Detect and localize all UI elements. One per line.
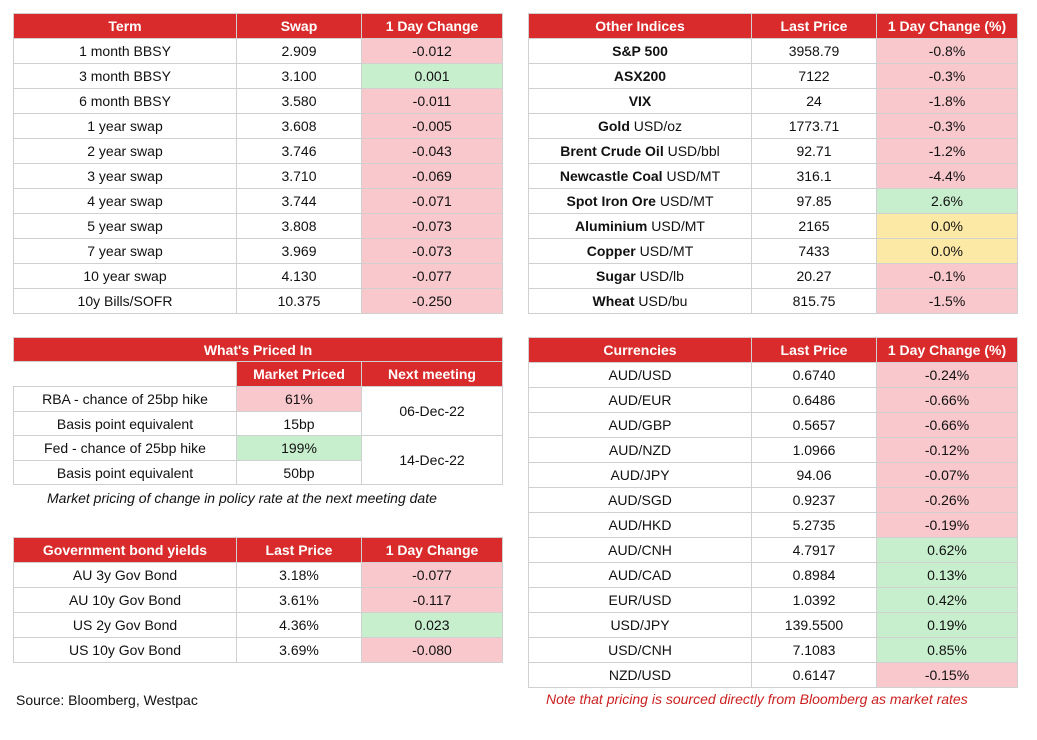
index-name-cell bbox=[529, 139, 752, 164]
swap-rate-cell: 3.744 bbox=[237, 189, 362, 214]
term-cell: 5 year swap bbox=[14, 214, 237, 239]
bp-value: 15bp bbox=[237, 412, 362, 436]
change-cell: -4.4% bbox=[877, 164, 1018, 189]
source-note: Source: Bloomberg, Westpac bbox=[16, 692, 198, 708]
change-cell: -0.07% bbox=[877, 463, 1018, 488]
term-cell: 3 year swap bbox=[14, 164, 237, 189]
last-price-cell: 3958.79 bbox=[752, 39, 877, 64]
whats-priced-in-table bbox=[13, 337, 503, 485]
change-cell: -0.24% bbox=[877, 363, 1018, 388]
last-price-cell: 2165 bbox=[752, 214, 877, 239]
table-row bbox=[529, 388, 1018, 413]
change-cell: 0.62% bbox=[877, 538, 1018, 563]
change-cell: -0.073 bbox=[362, 239, 503, 264]
swap-rate-cell: 3.608 bbox=[237, 114, 362, 139]
index-unit: USD/bu bbox=[634, 293, 688, 309]
term-cell: 3 month BBSY bbox=[14, 64, 237, 89]
currency-pair-cell: USD/CNH bbox=[529, 638, 752, 663]
currency-pair-cell: AUD/EUR bbox=[529, 388, 752, 413]
currency-pair-cell: AUD/USD bbox=[529, 363, 752, 388]
priced-in-value: 199% bbox=[237, 436, 362, 461]
change-cell: 2.6% bbox=[877, 189, 1018, 214]
index-name: Brent Crude Oil bbox=[560, 143, 664, 159]
column-header-last-price: Last Price bbox=[752, 338, 877, 363]
last-price-cell: 5.2735 bbox=[752, 513, 877, 538]
change-cell: -0.19% bbox=[877, 513, 1018, 538]
last-price-cell: 1.0966 bbox=[752, 438, 877, 463]
index-unit: USD/lb bbox=[635, 268, 684, 284]
column-header-change-pct: 1 Day Change (%) bbox=[877, 14, 1018, 39]
index-name: VIX bbox=[628, 93, 652, 109]
change-cell: -0.117 bbox=[362, 588, 503, 613]
swap-rate-cell: 3.100 bbox=[237, 64, 362, 89]
change-cell: -0.66% bbox=[877, 388, 1018, 413]
currency-pair-cell: NZD/USD bbox=[529, 663, 752, 688]
table-row bbox=[14, 139, 503, 164]
table-row bbox=[14, 164, 503, 189]
index-name: Sugar bbox=[596, 268, 636, 284]
table-row bbox=[14, 114, 503, 139]
other-indices-table bbox=[528, 13, 1018, 314]
index-name-cell bbox=[529, 289, 752, 314]
swap-rate-cell: 3.710 bbox=[237, 164, 362, 189]
index-unit: USD/bbl bbox=[663, 143, 720, 159]
change-cell: -1.2% bbox=[877, 139, 1018, 164]
column-header-currency: Currencies bbox=[529, 338, 752, 363]
change-cell: -0.3% bbox=[877, 114, 1018, 139]
index-name: Newcastle Coal bbox=[559, 168, 663, 184]
swap-rate-cell: 3.580 bbox=[237, 89, 362, 114]
index-unit: USD/MT bbox=[635, 243, 694, 259]
last-price-cell: 815.75 bbox=[752, 289, 877, 314]
change-cell: -0.3% bbox=[877, 64, 1018, 89]
table-row bbox=[14, 613, 503, 638]
government-bond-yields-table bbox=[13, 537, 503, 663]
change-cell: -0.26% bbox=[877, 488, 1018, 513]
index-name: Aluminium bbox=[575, 218, 648, 234]
swap-rate-cell: 3.969 bbox=[237, 239, 362, 264]
table-row bbox=[14, 64, 503, 89]
index-name-cell bbox=[529, 39, 752, 64]
table-row bbox=[14, 189, 503, 214]
table-row bbox=[529, 264, 1018, 289]
table-row bbox=[14, 638, 503, 663]
term-cell: 10 year swap bbox=[14, 264, 237, 289]
change-cell: -0.8% bbox=[877, 39, 1018, 64]
change-cell: -1.8% bbox=[877, 89, 1018, 114]
table-row bbox=[14, 588, 503, 613]
term-cell: 1 year swap bbox=[14, 114, 237, 139]
bond-name-cell: US 2y Gov Bond bbox=[14, 613, 237, 638]
term-cell: 4 year swap bbox=[14, 189, 237, 214]
term-cell: 2 year swap bbox=[14, 139, 237, 164]
priced-in-value: 61% bbox=[237, 387, 362, 412]
swap-rate-cell: 3.746 bbox=[237, 139, 362, 164]
change-cell: 0.0% bbox=[877, 214, 1018, 239]
table-row bbox=[529, 239, 1018, 264]
currency-pair-cell: AUD/GBP bbox=[529, 413, 752, 438]
column-header-market-priced: Market Priced bbox=[237, 362, 362, 387]
last-price-cell: 0.9237 bbox=[752, 488, 877, 513]
table-row bbox=[14, 563, 503, 588]
table-row bbox=[529, 89, 1018, 114]
change-cell: 0.13% bbox=[877, 563, 1018, 588]
last-price-cell: 3.69% bbox=[237, 638, 362, 663]
table-row bbox=[529, 214, 1018, 239]
index-name-cell bbox=[529, 264, 752, 289]
change-cell: -0.15% bbox=[877, 663, 1018, 688]
index-name-cell bbox=[529, 214, 752, 239]
table-row bbox=[529, 538, 1018, 563]
change-cell: 0.42% bbox=[877, 588, 1018, 613]
index-name: Gold bbox=[597, 118, 630, 134]
bp-label: Basis point equivalent bbox=[14, 412, 237, 436]
last-price-cell: 0.8984 bbox=[752, 563, 877, 588]
last-price-cell: 94.06 bbox=[752, 463, 877, 488]
last-price-cell: 4.36% bbox=[237, 613, 362, 638]
currency-pair-cell: AUD/NZD bbox=[529, 438, 752, 463]
table-row bbox=[14, 239, 503, 264]
index-unit: USD/MT bbox=[647, 218, 705, 234]
blank-header-cell bbox=[14, 362, 237, 387]
table-row bbox=[529, 463, 1018, 488]
change-cell: -0.250 bbox=[362, 289, 503, 314]
bond-name-cell: AU 10y Gov Bond bbox=[14, 588, 237, 613]
table-row bbox=[529, 413, 1018, 438]
last-price-cell: 316.1 bbox=[752, 164, 877, 189]
index-name-cell bbox=[529, 114, 752, 139]
column-header-swap: Swap bbox=[237, 14, 362, 39]
swap-rate-cell: 4.130 bbox=[237, 264, 362, 289]
change-cell: 0.001 bbox=[362, 64, 503, 89]
change-cell: 0.19% bbox=[877, 613, 1018, 638]
table-row bbox=[529, 289, 1018, 314]
table-row bbox=[529, 139, 1018, 164]
column-header-change: 1 Day Change bbox=[362, 538, 503, 563]
table-row bbox=[529, 114, 1018, 139]
last-price-cell: 7122 bbox=[752, 64, 877, 89]
table-row bbox=[529, 363, 1018, 388]
index-name-cell bbox=[529, 64, 752, 89]
last-price-cell: 20.27 bbox=[752, 264, 877, 289]
last-price-cell: 97.85 bbox=[752, 189, 877, 214]
last-price-cell: 0.6486 bbox=[752, 388, 877, 413]
column-header-change-pct: 1 Day Change (%) bbox=[877, 338, 1018, 363]
priced-in-label: RBA - chance of 25bp hike bbox=[14, 387, 237, 412]
column-header-last-price: Last Price bbox=[752, 14, 877, 39]
last-price-cell: 0.6740 bbox=[752, 363, 877, 388]
table-row bbox=[14, 214, 503, 239]
change-cell: 0.85% bbox=[877, 638, 1018, 663]
currency-pair-cell: AUD/HKD bbox=[529, 513, 752, 538]
table-row bbox=[14, 39, 503, 64]
currency-pair-cell: AUD/CNH bbox=[529, 538, 752, 563]
index-name: S&P 500 bbox=[612, 43, 668, 59]
next-meeting-date: 06-Dec-22 bbox=[362, 387, 503, 436]
last-price-cell: 0.6147 bbox=[752, 663, 877, 688]
bp-label: Basis point equivalent bbox=[14, 461, 237, 485]
last-price-cell: 3.18% bbox=[237, 563, 362, 588]
column-header-term: Term bbox=[14, 14, 237, 39]
change-cell: -0.077 bbox=[362, 264, 503, 289]
last-price-cell: 1773.71 bbox=[752, 114, 877, 139]
last-price-cell: 24 bbox=[752, 89, 877, 114]
currency-pair-cell: AUD/SGD bbox=[529, 488, 752, 513]
last-price-cell: 3.61% bbox=[237, 588, 362, 613]
index-name: Wheat bbox=[592, 293, 635, 309]
column-header-index: Other Indices bbox=[529, 14, 752, 39]
table-row bbox=[529, 64, 1018, 89]
currency-pair-cell: AUD/CAD bbox=[529, 563, 752, 588]
change-cell: -0.043 bbox=[362, 139, 503, 164]
change-cell: -0.66% bbox=[877, 413, 1018, 438]
change-cell: -0.071 bbox=[362, 189, 503, 214]
pricing-note: Note that pricing is sourced directly from Bloomberg as market rates bbox=[546, 691, 968, 707]
change-cell: -0.077 bbox=[362, 563, 503, 588]
currency-pair-cell: EUR/USD bbox=[529, 588, 752, 613]
change-cell: -0.12% bbox=[877, 438, 1018, 463]
change-cell: -0.069 bbox=[362, 164, 503, 189]
index-name-cell bbox=[529, 189, 752, 214]
change-cell: -0.011 bbox=[362, 89, 503, 114]
index-name: Spot Iron Ore bbox=[566, 193, 656, 209]
table-row bbox=[14, 264, 503, 289]
change-cell: -0.080 bbox=[362, 638, 503, 663]
currency-pair-cell: USD/JPY bbox=[529, 613, 752, 638]
table-row bbox=[529, 164, 1018, 189]
table-row bbox=[529, 488, 1018, 513]
next-meeting-date: 14-Dec-22 bbox=[362, 436, 503, 485]
term-cell: 7 year swap bbox=[14, 239, 237, 264]
priced-in-row-rba bbox=[14, 387, 503, 412]
last-price-cell: 1.0392 bbox=[752, 588, 877, 613]
priced-in-label: Fed - chance of 25bp hike bbox=[14, 436, 237, 461]
table-row bbox=[529, 588, 1018, 613]
priced-in-caption: Market pricing of change in policy rate at the next meeting date bbox=[47, 490, 437, 506]
bond-name-cell: US 10y Gov Bond bbox=[14, 638, 237, 663]
table-row bbox=[14, 89, 503, 114]
last-price-cell: 7433 bbox=[752, 239, 877, 264]
swap-rate-cell: 3.808 bbox=[237, 214, 362, 239]
currency-pair-cell: AUD/JPY bbox=[529, 463, 752, 488]
last-price-cell: 92.71 bbox=[752, 139, 877, 164]
last-price-cell: 4.7917 bbox=[752, 538, 877, 563]
priced-in-row-fed bbox=[14, 436, 503, 461]
table-row bbox=[14, 289, 503, 314]
swap-rate-cell: 10.375 bbox=[237, 289, 362, 314]
table-row bbox=[529, 189, 1018, 214]
change-cell: -0.1% bbox=[877, 264, 1018, 289]
index-unit: USD/MT bbox=[655, 193, 714, 209]
table-row bbox=[529, 438, 1018, 463]
column-header-next-meeting: Next meeting bbox=[362, 362, 503, 387]
change-cell: -0.073 bbox=[362, 214, 503, 239]
change-cell: 0.023 bbox=[362, 613, 503, 638]
bp-value: 50bp bbox=[237, 461, 362, 485]
term-cell: 1 month BBSY bbox=[14, 39, 237, 64]
index-name: ASX200 bbox=[613, 68, 667, 84]
change-cell: -1.5% bbox=[877, 289, 1018, 314]
index-name-cell bbox=[529, 164, 752, 189]
index-name-cell bbox=[529, 239, 752, 264]
table-row bbox=[529, 663, 1018, 688]
index-unit: USD/oz bbox=[629, 118, 682, 134]
last-price-cell: 0.5657 bbox=[752, 413, 877, 438]
last-price-cell: 7.1083 bbox=[752, 638, 877, 663]
change-cell: -0.005 bbox=[362, 114, 503, 139]
table-row bbox=[529, 513, 1018, 538]
bond-name-cell: AU 3y Gov Bond bbox=[14, 563, 237, 588]
priced-in-title: What's Priced In bbox=[14, 338, 503, 362]
change-cell: 0.0% bbox=[877, 239, 1018, 264]
term-cell: 6 month BBSY bbox=[14, 89, 237, 114]
index-name-cell bbox=[529, 89, 752, 114]
swap-rates-table bbox=[13, 13, 503, 314]
column-header-change: 1 Day Change bbox=[362, 14, 503, 39]
index-name: Copper bbox=[586, 243, 636, 259]
currencies-table bbox=[528, 337, 1018, 688]
column-header-last-price: Last Price bbox=[237, 538, 362, 563]
term-cell: 10y Bills/SOFR bbox=[14, 289, 237, 314]
last-price-cell: 139.5500 bbox=[752, 613, 877, 638]
index-unit: USD/MT bbox=[662, 168, 721, 184]
table-row bbox=[529, 563, 1018, 588]
table-row bbox=[529, 613, 1018, 638]
column-header-bond: Government bond yields bbox=[14, 538, 237, 563]
swap-rate-cell: 2.909 bbox=[237, 39, 362, 64]
table-row bbox=[529, 39, 1018, 64]
change-cell: -0.012 bbox=[362, 39, 503, 64]
table-row bbox=[529, 638, 1018, 663]
